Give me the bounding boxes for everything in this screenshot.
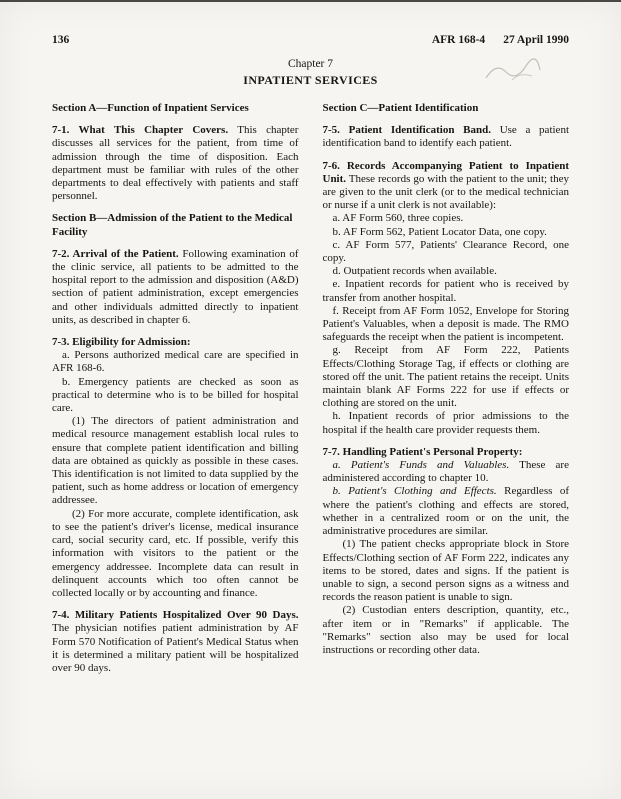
paragraph-text: These are administered according to chapter 10. xyxy=(322,459,569,485)
doc-reference xyxy=(432,34,569,46)
list-item-7-7-a xyxy=(323,459,570,485)
list-item-7-3-b-2: (2) For more accurate, complete identification, ask to see the patient's driver's license, medical insurance card, social security card, etc. If possible, verify this information with visitors to the patient or the emergency addressee. Incomplete data can result in delinquent accounts which too often cannot be collected locally or by accounting and finance. xyxy=(52,507,299,599)
paragraph-7-1 xyxy=(52,124,299,203)
section-heading-a: Section A—Function of Inpatient Services xyxy=(52,102,249,114)
paragraph-7-2 xyxy=(52,248,299,327)
list-item-7-6-b: b. AF Form 562, Patient Locator Data, one copy. xyxy=(332,225,547,238)
paragraph-lead: 7-3. Eligibility for Admission: xyxy=(52,336,191,349)
section-heading-c: Section C—Patient Identification xyxy=(322,102,479,114)
paragraph-text: Following examination of the clinic service, all patients to be admitted to the hospital report to the admission and disposition (A&D) section of patient administration, except emergencies and other individuals admitted directly to inpatient units, as described in chapter 6. xyxy=(52,247,299,326)
paragraph-text: Use a patient identification band to identify each patient. xyxy=(322,124,569,150)
paragraph-lead: 7-2. Arrival of the Patient. xyxy=(52,247,179,260)
list-item-7-6-f: f. Receipt from AF Form 1052, Envelope for Storing Patient's Valuables, when a deposit is made. The RMO safeguards the receipt when the patient is incompetent. xyxy=(322,304,569,344)
paragraph-text: The physician notifies patient administration by AF Form 570 Notification of Patient's Medical Status when it is determined a military patient will be hospitalized over 90 days. xyxy=(52,622,299,674)
section-heading-b: Section B—Admission of the Patient to the Medical Facility xyxy=(52,212,293,238)
list-item-7-7-b xyxy=(323,485,570,538)
paragraph-lead: 7-1. What This Chapter Covers. xyxy=(52,124,229,137)
list-item-lead: b. Patient's Clothing and Effects. xyxy=(332,485,497,498)
paragraph-lead: 7-5. Patient Identification Band. xyxy=(322,124,491,137)
paragraph-lead: 7-7. Handling Patient's Personal Property: xyxy=(322,445,523,458)
list-item-7-3-b-1: (1) The directors of patient administration and medical resource management establish local rules to ensure that complete patient identification and billing data are obtained as quickly as possible in these cases. This identification is not limited to data supplied by the patient, such as home address or location of emergency addressee. xyxy=(52,415,299,507)
right-column xyxy=(323,102,570,675)
paragraph-text: These records go with the patient to the unit; they are given to the unit clerk (or to the medical technician or nurse if a unit clerk is not available): xyxy=(322,172,569,212)
two-column-body xyxy=(52,102,569,675)
paragraph-7-4 xyxy=(52,609,299,675)
list-item-7-6-h: h. Inpatient records of prior admissions to the hospital if the health care provider requests them. xyxy=(322,410,569,436)
paragraph-7-6 xyxy=(323,160,570,213)
doc-ref-date: 27 April 1990 xyxy=(503,34,569,46)
list-item-7-3-a: a. Persons authorized medical care are specified in AFR 168-6. xyxy=(52,349,299,375)
paragraph-text: Regardless of where the patient's clothing and effects are stored, whether in a centralized room or on the unit, the administrative procedures are similar. xyxy=(322,485,569,538)
list-item-7-7-b-2: (2) Custodian enters description, quantity, etc., after item or in "Remarks" if applicable. The "Remarks" section also may be used for local instructions or recording other data. xyxy=(322,604,569,656)
list-item-7-3-b: b. Emergency patients are checked as soon as practical to determine who is to be billed for hospital care. xyxy=(52,375,299,415)
paragraph-lead: 7-6. Records Accompanying Patient to Inpatient Unit. xyxy=(322,159,569,185)
chapter-title: INPATIENT SERVICES xyxy=(243,73,378,87)
paragraph-text: This chapter discusses all services for the patient, from time of admission through the time of disposition. Each department must be familiar with rules of the other departments to deal effectively with patients and staff personnel. xyxy=(52,124,299,203)
list-item-lead: a. Patient's Funds and Valuables. xyxy=(332,459,510,472)
chapter-label: Chapter 7 xyxy=(287,58,334,70)
doc-ref-number: AFR 168-4 xyxy=(431,34,486,46)
paragraph-7-7 xyxy=(323,446,570,459)
list-item-7-6-c: c. AF Form 577, Patients' Clearance Record, one copy. xyxy=(322,238,569,265)
left-column xyxy=(52,102,299,675)
paragraph-lead: 7-4. Military Patients Hospitalized Over 90 Days. xyxy=(52,609,299,622)
list-item-7-6-e: e. Inpatient records for patient who is received by transfer from another hospital. xyxy=(322,278,569,304)
list-item-7-6-g: g. Receipt from AF Form 222, Patients Effects/Clothing Storage Tag, if effects or clothing are stored off the unit. The patient retains the receipt. Units maintain blank AF Forms 222 for use if effects or clothing are stored on the unit. xyxy=(322,344,569,410)
list-item-7-6-d: d. Outpatient records when available. xyxy=(332,265,497,278)
handwritten-mark xyxy=(482,58,544,84)
paragraph-7-3 xyxy=(52,336,299,349)
list-item-7-6-a: a. AF Form 560, three copies. xyxy=(332,212,464,225)
page-number: 136 xyxy=(52,34,70,46)
paragraph-7-5 xyxy=(323,124,570,150)
list-item-7-7-b-1: (1) The patient checks appropriate block in Store Effects/Clothing section of AF Form 222, indicates any items to be stored, dates and signs. If the patient is unable to sign, a second person signs as a witness and records the reason patient is unable to sign. xyxy=(322,538,569,604)
page-header xyxy=(0,0,621,46)
